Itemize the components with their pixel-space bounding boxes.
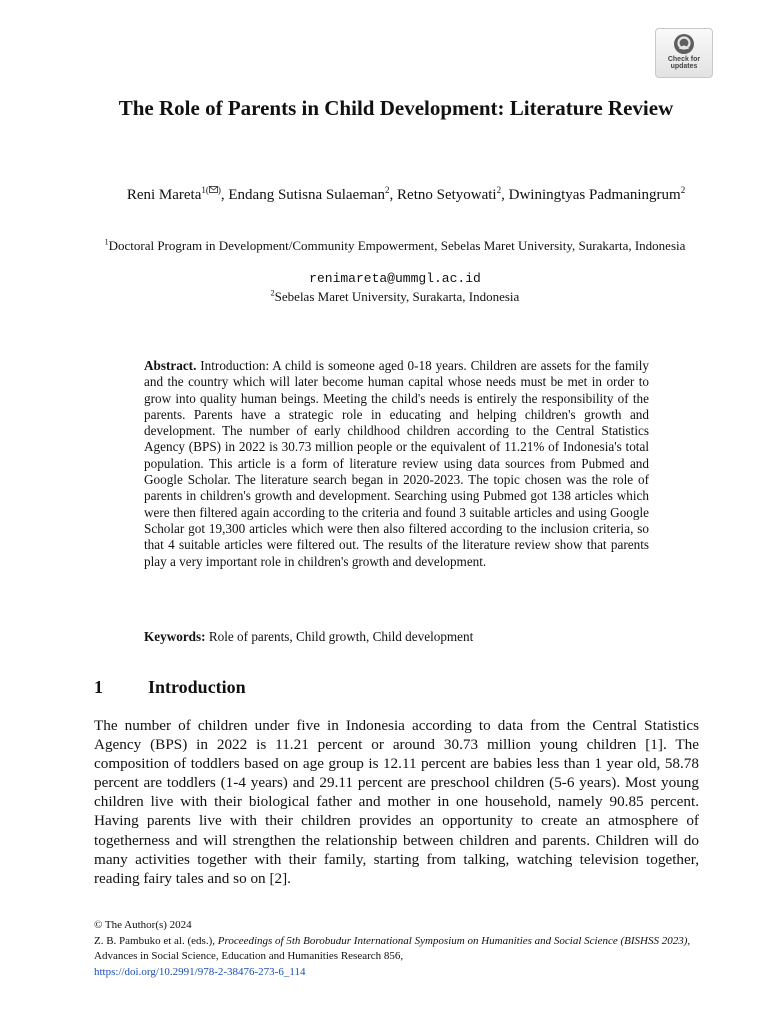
footer — [94, 918, 704, 980]
author-name: Dwiningtyas Padmaningrum — [508, 187, 681, 203]
check-for-updates-icon — [673, 33, 695, 55]
affiliation-2: $^2$Sebelas Maret University, Surakarta, Indonesia — [270, 288, 520, 304]
author-superscript: 2 — [496, 185, 502, 195]
check-for-updates-badge[interactable] — [655, 28, 713, 78]
author-list: Reni Mareta$^{1( )}$, Endang Sutisna Sulaeman$^2$, Retno Setyowati$^2$, Dwiningtyas Padmaningrum$^2$ — [126, 185, 686, 203]
author-name: Endang Sutisna Sulaeman — [228, 187, 386, 203]
author-superscript: 2 — [385, 185, 390, 195]
abstract — [144, 358, 649, 570]
affiliation-1: $^1$Doctoral Program in Development/Community Empowerment, Sebelas Maret University, Surakarta, Indonesia — [104, 237, 686, 253]
author-superscript: 2 — [680, 185, 686, 195]
abstract-text: Introduction: A child is someone aged 0-18 years. Children are assets for the family and the country which will later become human capital whose needs must be met in order to grow into quality human beings. Meeting the child's needs is entirely the responsibility of the parents. Parents have a strategic role in educating and helping children's growth and development. The number of early childhood children according to the Central Statistics Agency (BPS) in 2022 is 30.73 million people or the equivalent of 11.21% of Indonesia's total population. This article is a form of literature review using data sources from Pubmed and Google Scholar. The literature search began in 2020-2023. The topic chosen was the role of parents in children's growth and development. Searching using Pubmed got 138 articles which were then filtered again according to the criteria and found 3 suitable articles and using Google Scholar got 19,300 articles which were then also filtered according to the inclusion criteria, so that 4 suitable articles were filtered out. The results of the literature review show that parents play a very important role in children's growth and development. — [144, 358, 650, 569]
badge-label: Check for updates — [667, 56, 701, 70]
keywords-text: Role of parents, Child growth, Child development — [208, 629, 474, 644]
envelope-icon[interactable] — [209, 186, 218, 193]
author-superscript: 1( ) — [201, 185, 221, 195]
keywords — [144, 628, 649, 645]
paper-title: The Role of Parents in Child Development: Literature Review — [118, 96, 674, 120]
author-email[interactable]: renimareta@ummgl.ac.id — [309, 271, 481, 286]
author-name: Reni Mareta — [126, 187, 202, 203]
copyright: © The Author(s) 2024 — [94, 919, 192, 931]
section-number: 1 — [94, 677, 103, 697]
section-title: Introduction — [148, 677, 246, 697]
author-name: Retno Setyowati — [397, 187, 497, 203]
keywords-label: Keywords: — [144, 629, 206, 644]
abstract-label: Abstract. — [144, 358, 197, 373]
doi-link[interactable]: https://doi.org/10.2991/978-2-38476-273-6_114 — [94, 965, 306, 978]
section-heading — [94, 676, 246, 698]
introduction-paragraph: The number of children under five in Indonesia according to data from the Central Statistics Agency (BPS) in 2022 is 11.21 percent or around 30.73 million young children [1]. The composition of toddlers based on age group is 12.11 percent are babies less than 1 year old, 58.78 percent are toddlers (1-4 years) and 29.11 percent are preschool children (5-6 years). Most young children live with their biological father and mother in one household, namely 90.85 percent. Having parents live with their children provides an opportunity to create an atmosphere of togetherness and will strengthen the relationship between children and parents. Children will do many activities together with their family, starting from talking, watching television together, reading fairy tales and so on [2]. — [94, 717, 699, 887]
citation: Z. B. Pambuko et al. (eds.), Proceedings of 5th Borobudur International Symposium on Humanities and Social Science (BISHSS 2023), Advances in Social Science, Education and Humanities Research 856, — [94, 934, 691, 962]
